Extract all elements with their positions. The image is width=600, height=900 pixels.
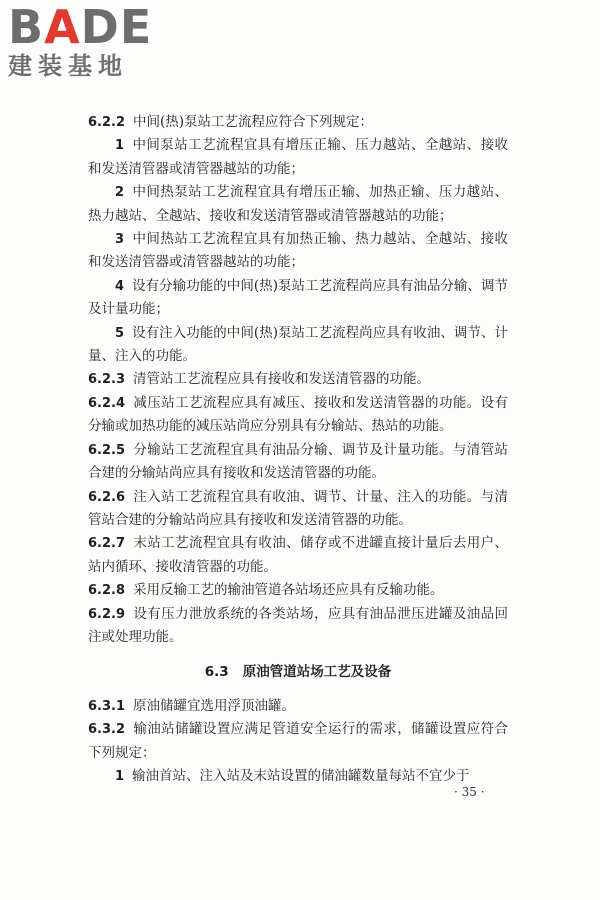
logo-wordmark: BADE: [8, 0, 153, 54]
brand-logo: [8, 0, 178, 80]
list-item: 1 中间泵站工艺流程宜具有增压正输、压力越站、全越站、接收和发送清管器或清管器越站的功能；: [88, 137, 508, 177]
clause-6-2-7: 6.2.7 末站工艺流程宜具有收油、储存或不进罐直接计量后去用户、站内循环、接收清管器的功能。: [88, 535, 508, 575]
section-heading: 6.3 原油管道站场工艺及设备: [204, 664, 392, 681]
clause-6-2-8: 6.2.8 采用反输工艺的输油管道各站场还应具有反输功能。: [88, 582, 444, 599]
page-number: · 35 ·: [454, 785, 485, 799]
list-item: 2 中间热泵站工艺流程宜具有增压正输、加热正输、压力越站、热力越站、全越站、接收和发送清管器或清管器越站的功能；: [88, 184, 508, 224]
document-body: [88, 111, 508, 788]
clause-6-3-2: 6.3.2 输油站储罐设置应满足管道安全运行的需求，储罐设置应符合下列规定：: [88, 721, 508, 761]
clause-6-2-2: 6.2.2 中间(热)泵站工艺流程应符合下列规定：: [88, 114, 374, 130]
clause-6-2-9: 6.2.9 设有压力泄放系统的各类站场，应具有油品泄压进罐及油品回注或处理功能。: [88, 605, 508, 645]
clause-6-3-1: 6.3.1 原油储罐宜选用浮顶油罐。: [88, 697, 296, 714]
list-item: 3 中间热站工艺流程宜具有加热正输、热力越站、全越站、接收和发送清管器或清管器越站的功能；: [88, 231, 508, 271]
list-item: 4 设有分输功能的中间(热)泵站工艺流程尚应具有油品分输、调节及计量功能；: [88, 277, 508, 318]
logo-subtitle: 建装基地: [8, 52, 128, 80]
list-item: 5 设有注入功能的中间(热)泵站工艺流程尚应具有收油、调节、计量、注入的功能。: [88, 324, 508, 365]
list-item: 1 输油首站、注入站及末站设置的储油罐数量每站不宜少于: [115, 767, 470, 784]
clause-6-2-5: 6.2.5 分输站工艺流程宜具有油品分输、调节及计量功能。与清管站合建的分输站尚应具有接收和发送清管器的功能。: [88, 441, 508, 482]
clause-6-2-6: 6.2.6 注入站工艺流程宜具有收油、调节、计量、注入的功能。与清管站合建的分输站尚应具有接收和发送清管器的功能。: [88, 488, 508, 528]
clause-6-2-4: 6.2.4 减压站工艺流程应具有减压、接收和发送清管器的功能。设有分输或加热功能的减压站尚应分别具有分输站、热站的功能。: [88, 394, 508, 435]
clause-6-2-3: 6.2.3 清管站工艺流程应具有接收和发送清管器的功能。: [88, 371, 431, 388]
